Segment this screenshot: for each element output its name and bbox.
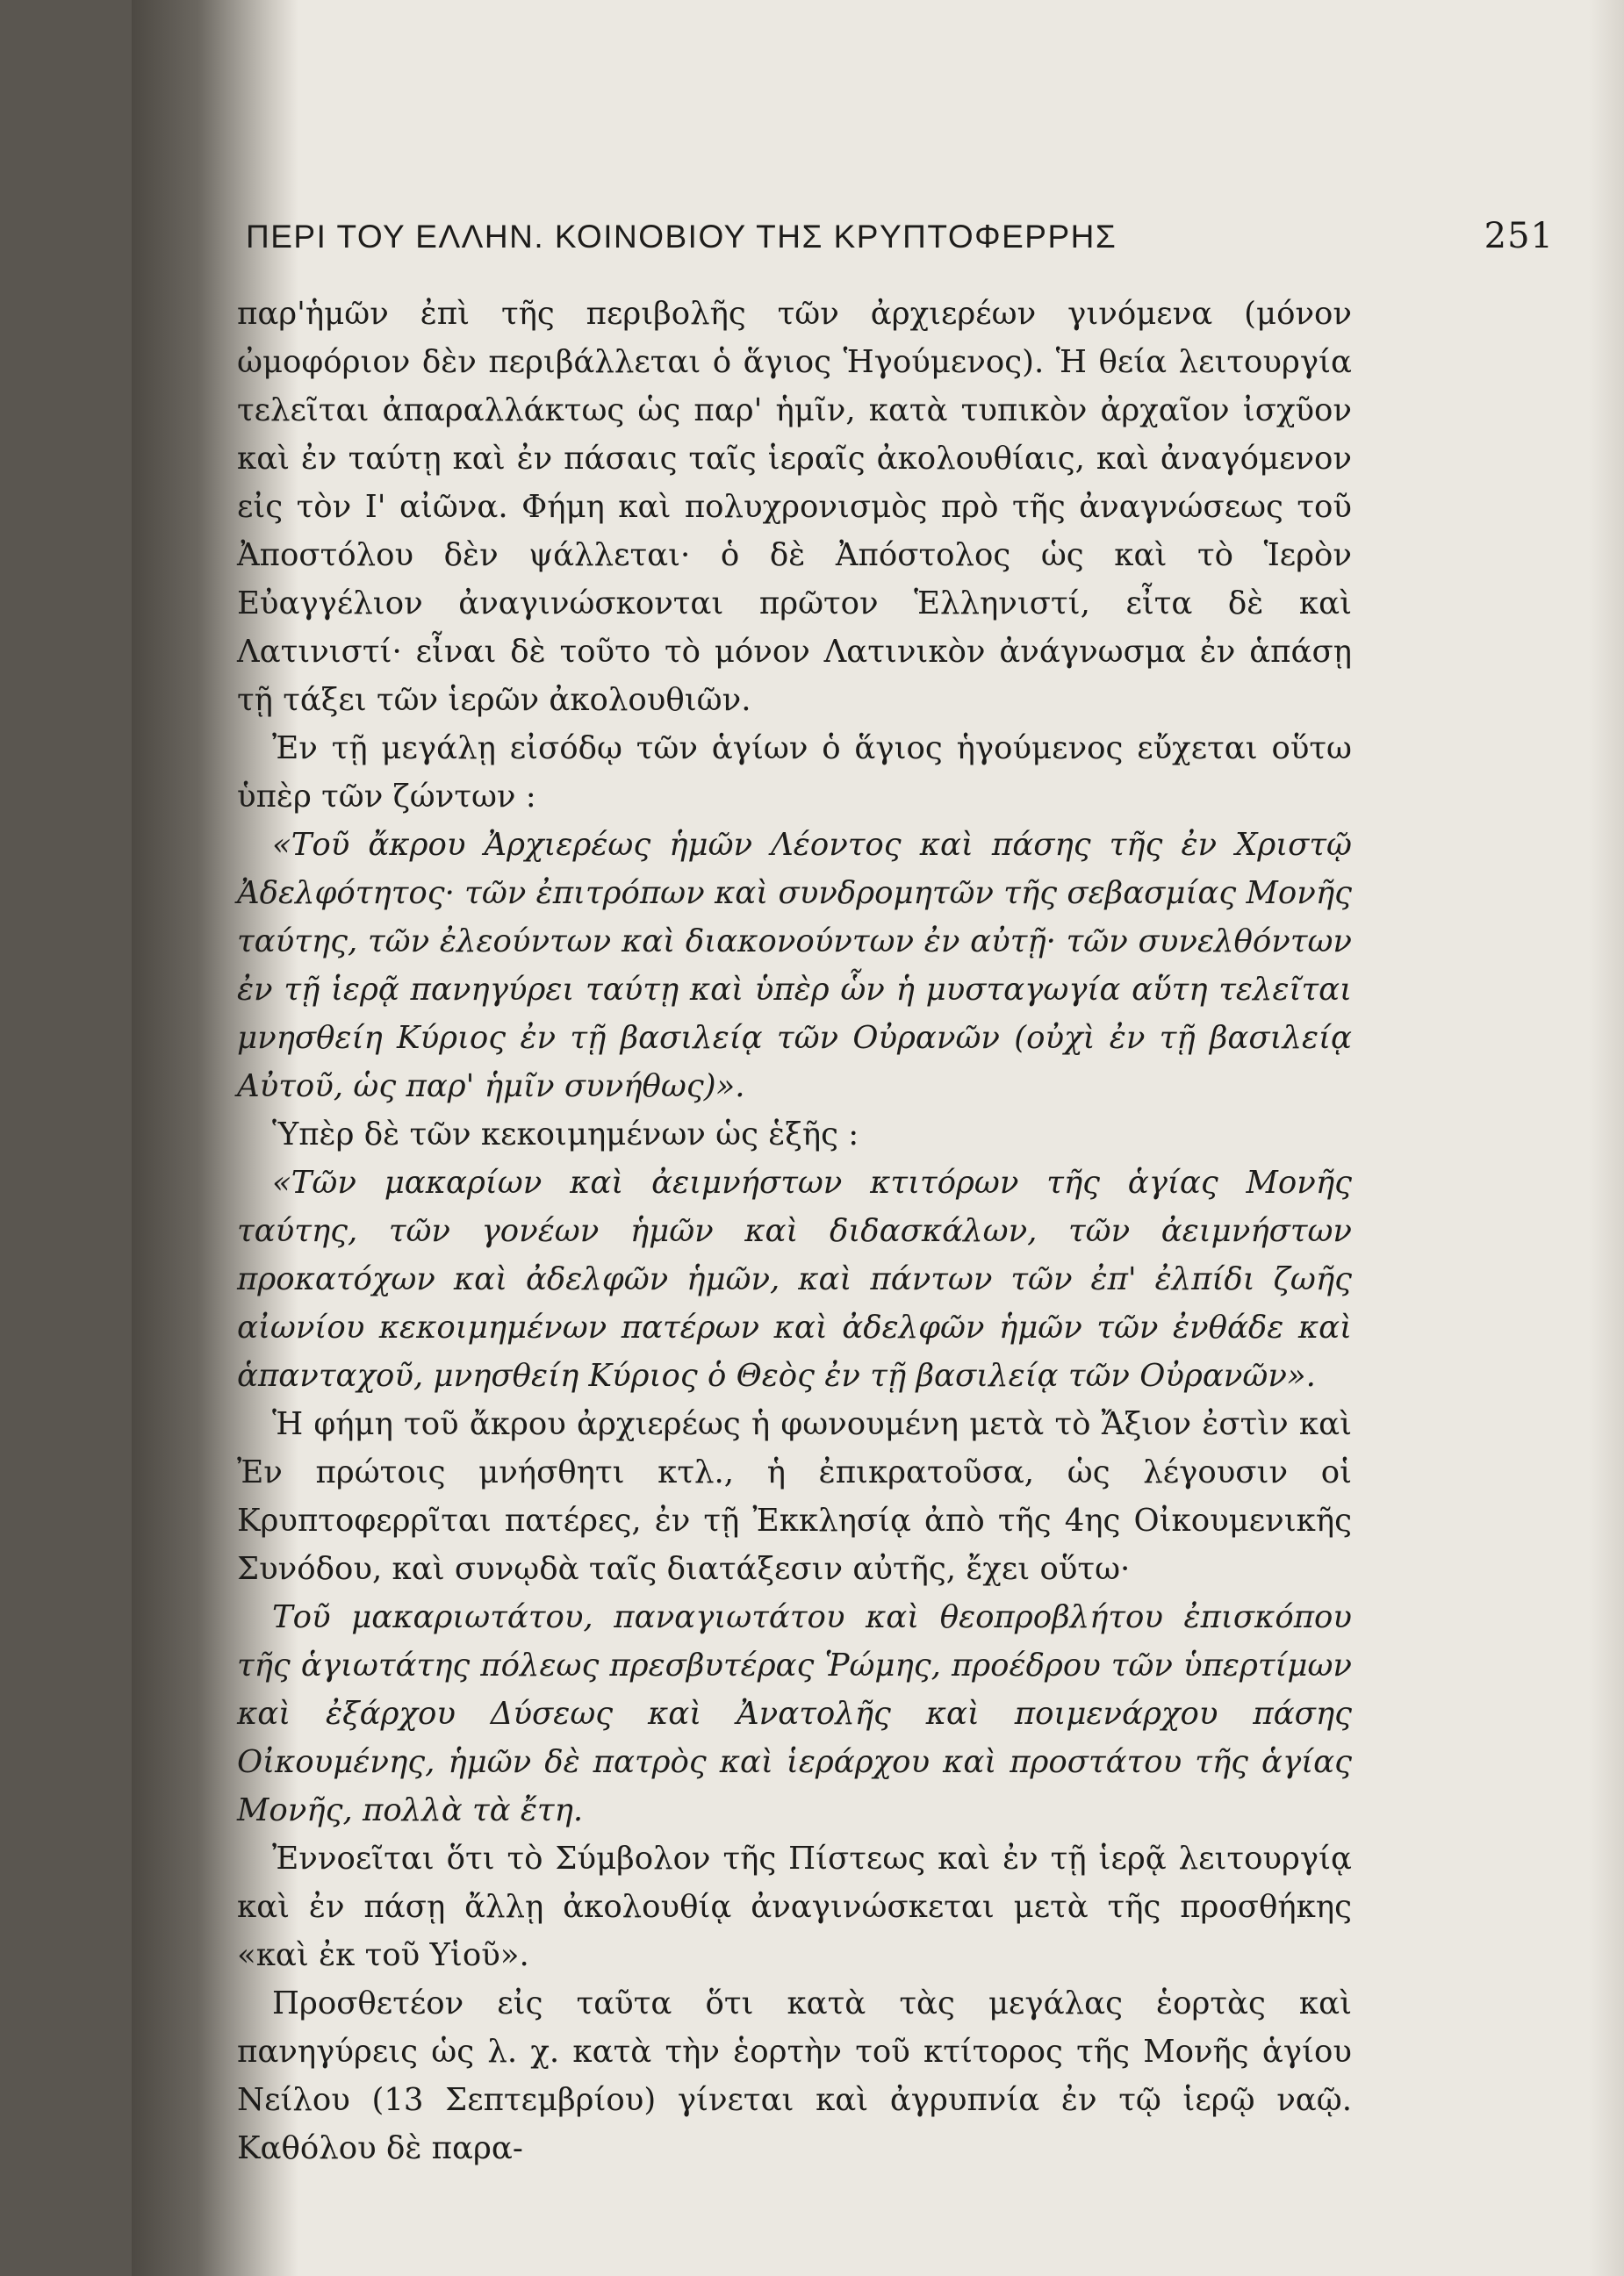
paragraph: παρ'ἡμῶν ἐπὶ τῆς περιβολῆς τῶν ἀρχιερέων γινόμενα (μόνον ὠμοφόριον δὲν περιβάλλεται ὁ ἅγιος Ἡγούμενος). Ἡ θεία λειτουργία τελεῖται ἀπαραλλάκτως ὡς παρ' ἡμῖν, κατὰ τυπικὸν ἀρχαῖον ἰσχῦον καὶ ἐν ταύτῃ καὶ ἐν πάσαις ταῖς ἱεραῖς ἀκολουθίαις, καὶ ἀναγόμενον εἰς τὸν Ι' αἰῶνα. Φήμη καὶ πολυχρονισμὸς πρὸ τῆς ἀναγνώσεως τοῦ Ἀποστόλου δὲν ψάλλεται· ὁ δὲ Ἀπόστολος ὡς καὶ τὸ Ἱερὸν Εὐαγγέλιον ἀναγινώσκονται πρῶτον Ἑλληνιστί, εἶτα δὲ καὶ Λατινιστί· εἶναι δὲ τοῦτο τὸ μόνον Λατινικὸν ἀνάγνωσμα ἐν ἁπάσῃ τῇ τάξει τῶν ἱερῶν ἀκολουθιῶν. bbox=[237, 296, 1352, 718]
paragraph: Ἐν τῇ μεγάλῃ εἰσόδῳ τῶν ἁγίων ὁ ἅγιος ἡγούμενος εὔχεται οὕτω ὑπὲρ τῶν ζώντων : bbox=[237, 730, 1352, 815]
prayer-quote-living: «Τοῦ ἄκρου Ἀρχιερέως ἡμῶν Λέοντος καὶ πάσης τῆς ἐν Χριστῷ Ἀδελφότητος· τῶν ἐπιτρόπων καὶ συνδρομητῶν τῆς σεβασμίας Μονῆς ταύτης, τῶν ἐλεούντων καὶ διακονούντων ἐν αὐτῇ· τῶν συνελθόντων ἐν τῇ ἱερᾷ πανηγύρει ταύτῃ καὶ ὑπὲρ ὧν ἡ μυσταγωγία αὕτη τελεῖται μνησθείη Κύριος ἐν τῇ βασιλείᾳ τῶν Οὐρανῶν (οὐχὶ ἐν τῇ βασιλείᾳ Αὐτοῦ, ὡς παρ' ἡμῖν συνήθως)». bbox=[237, 827, 1352, 1104]
body-text bbox=[237, 290, 1352, 2172]
paragraph: Προσθετέον εἰς ταῦτα ὅτι κατὰ τὰς μεγάλας ἑορτὰς καὶ πανηγύρεις ὡς λ. χ. κατὰ τὴν ἑορτὴν τοῦ κτίτορος τῆς Μονῆς ἁγίου Νείλου (13 Σεπτεμβρίου) γίνεται καὶ ἀγρυπνία ἐν τῷ ἱερῷ ναῷ. Καθόλου δὲ παρα- bbox=[237, 1985, 1352, 2166]
paragraph: Ἡ φήμη τοῦ ἄκρου ἀρχιερέως ἡ φωνουμένη μετὰ τὸ Ἄξιον ἐστὶν καὶ Ἐν πρώτοις μνήσθητι κτλ., ἡ ἐπικρατοῦσα, ὡς λέγουσιν οἱ Κρυπτοφερρῖται πατέρες, ἐν τῇ Ἐκκλησίᾳ ἀπὸ τῆς 4ης Οἰκουμενικῆς Συνόδου, καὶ συνῳδὰ ταῖς διατάξεσιν αὐτῆς, ἔχει οὕτω· bbox=[237, 1406, 1352, 1587]
running-header bbox=[246, 216, 1554, 256]
running-title: ΠΕΡΙ ΤΟΥ ΕΛΛΗΝ. ΚΟΙΝΟΒΙΟΥ ΤΗΣ ΚΡΥΠΤΟΦΕΡΡΗΣ bbox=[246, 219, 1117, 255]
paragraph: Ἐννοεῖται ὅτι τὸ Σύμβολον τῆς Πίστεως καὶ ἐν τῇ ἱερᾷ λειτουργίᾳ καὶ ἐν πάσῃ ἄλλῃ ἀκολουθίᾳ ἀναγινώσκεται μετὰ τῆς προσθήκης «καὶ ἐκ τοῦ Υἱοῦ». bbox=[237, 1841, 1352, 1973]
page-edge bbox=[1589, 0, 1624, 2276]
prayer-quote-departed: «Τῶν μακαρίων καὶ ἀειμνήστων κτιτόρων τῆς ἁγίας Μονῆς ταύτης, τῶν γονέων ἡμῶν καὶ διδασκάλων, τῶν ἀειμνήστων προκατόχων καὶ ἀδελφῶν ἡμῶν, καὶ πάντων τῶν ἐπ' ἐλπίδι ζωῆς αἰωνίου κεκοιμημένων πατέρων καὶ ἀδελφῶν ἡμῶν τῶν ἐνθάδε καὶ ἁπανταχοῦ, μνησθείη Κύριος ὁ Θεὸς ἐν τῇ βασιλείᾳ τῶν Οὐρανῶν». bbox=[237, 1165, 1352, 1394]
paragraph: Ὑπὲρ δὲ τῶν κεκοιμημένων ὡς ἑξῆς : bbox=[272, 1116, 859, 1152]
commemoration-quote: Τοῦ μακαριωτάτου, παναγιωτάτου καὶ θεοπροβλήτου ἐπισκόπου τῆς ἁγιωτάτης πόλεως πρεσβυτέρας Ῥώμης, προέδρου τῶν ὑπερτίμων καὶ ἐξάρχου Δύσεως καὶ Ἀνατολῆς καὶ ποιμενάρχου πάσης Οἰκουμένης, ἡμῶν δὲ πατρὸς καὶ ἱεράρχου καὶ προστάτου τῆς ἁγίας Μονῆς, πολλὰ τὰ ἔτη. bbox=[237, 1599, 1352, 1828]
page-number: 251 bbox=[1484, 216, 1554, 256]
